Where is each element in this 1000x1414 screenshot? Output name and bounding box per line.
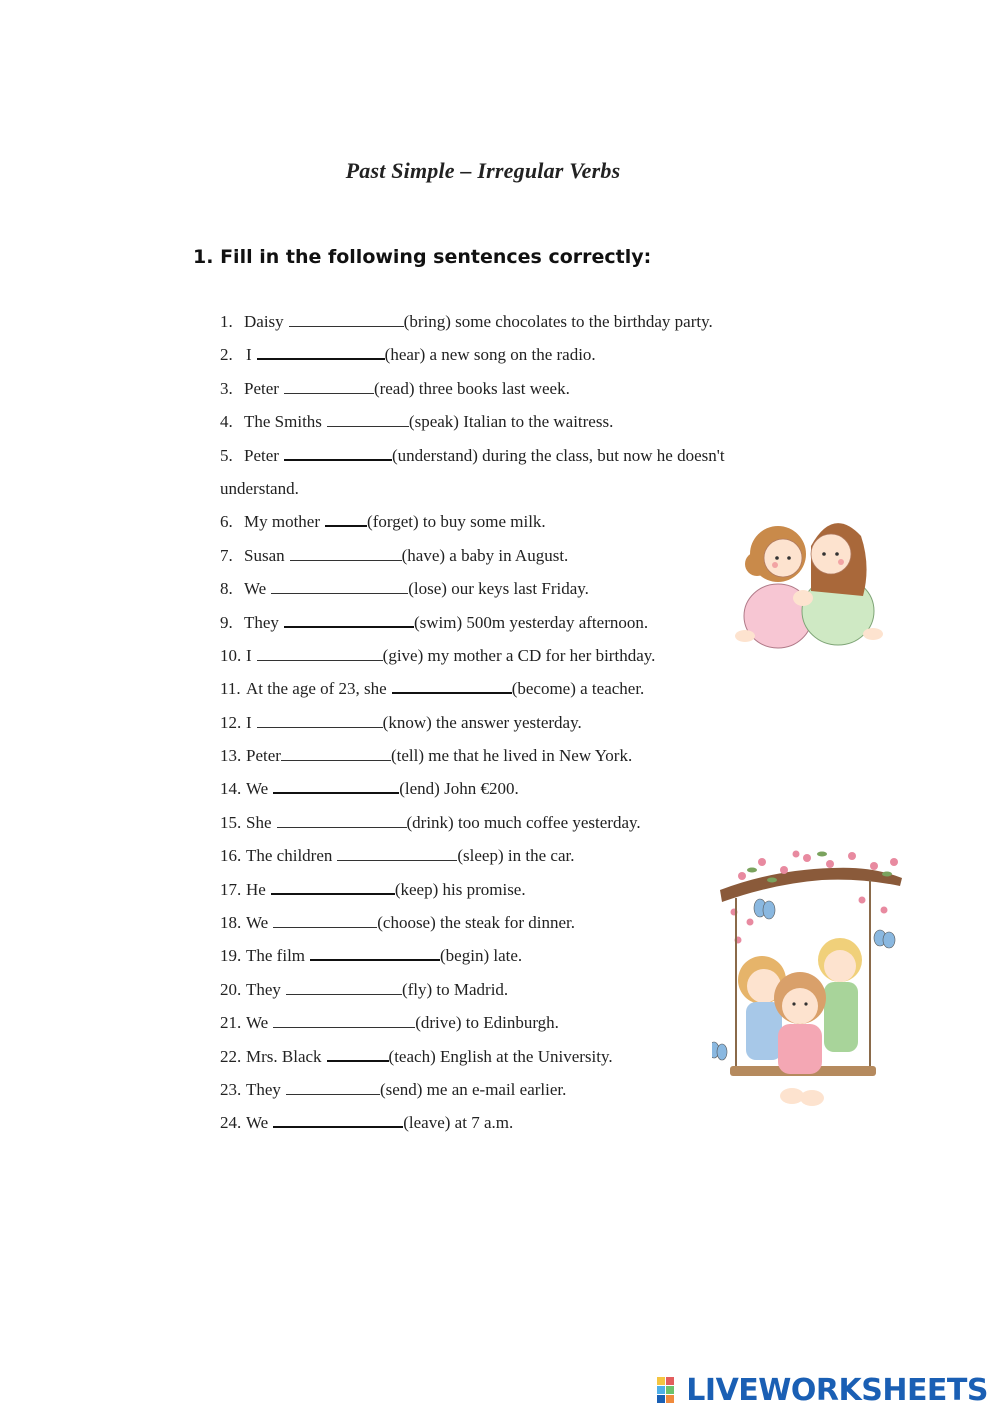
answer-blank[interactable] — [284, 612, 414, 628]
verb-hint: (leave) — [403, 1113, 451, 1133]
verb-hint: (drive) — [415, 1013, 462, 1033]
exercise-line — [220, 372, 820, 405]
sentence-rest: the answer yesterday. — [436, 712, 582, 732]
answer-blank[interactable] — [310, 945, 440, 961]
sentence-number: 9. — [220, 612, 233, 632]
exercise-line — [220, 806, 820, 839]
sentence-rest: too much coffee yesterday. — [457, 812, 641, 832]
answer-blank[interactable] — [286, 980, 402, 995]
logo-blocks-icon — [657, 1377, 683, 1403]
sentence-rest: me that he lived in New York. — [428, 746, 633, 766]
sentence-number: 17. — [220, 879, 242, 899]
sentence-number: 6. — [220, 512, 233, 532]
exercise-line — [220, 539, 820, 572]
verb-hint: (give) — [382, 645, 424, 665]
answer-blank[interactable] — [392, 678, 512, 694]
sentence-rest: me an e-mail earlier. — [426, 1079, 567, 1099]
sentence-number: 12. — [220, 712, 242, 732]
sentence-subject: They — [246, 1079, 281, 1099]
sentence-number: 11. — [220, 679, 241, 699]
answer-blank[interactable] — [271, 579, 408, 594]
sentence-rest: a teacher. — [580, 679, 645, 699]
verb-hint: (begin) — [440, 946, 490, 966]
sentence-number: 13. — [220, 746, 242, 766]
verb-hint: (drink) — [406, 812, 454, 832]
sentence-subject: Peter — [244, 378, 279, 398]
verb-hint: (teach) — [388, 1046, 436, 1066]
verb-hint: (understand) — [391, 445, 478, 465]
answer-blank[interactable] — [327, 1046, 389, 1062]
sentence-subject: Mrs. Black — [246, 1046, 322, 1066]
sentence-subject: We — [246, 913, 269, 933]
exercise-line — [220, 739, 820, 772]
sentence-number: 5. — [220, 445, 233, 465]
answer-blank[interactable] — [273, 778, 399, 794]
exercise-line — [220, 305, 820, 338]
sentence-subject: Susan — [244, 545, 285, 565]
sentence-rest: to Madrid. — [436, 979, 509, 999]
sentence-rest: a baby in August. — [449, 545, 569, 565]
verb-hint: (keep) — [394, 879, 439, 899]
sentence-rest: three books last week. — [418, 378, 570, 398]
verb-hint: (choose) — [377, 913, 436, 933]
exercise-line — [220, 505, 820, 538]
verb-hint: (swim) — [413, 612, 463, 632]
sentence-subject: I — [246, 345, 252, 365]
sentence-number: 1. — [220, 312, 233, 331]
sentence-rest: to buy some milk. — [422, 512, 546, 532]
exercise-line — [220, 472, 820, 505]
verb-hint: (forget) — [367, 512, 419, 532]
sentence-subject: We — [246, 1013, 269, 1033]
answer-blank[interactable] — [284, 379, 374, 394]
answer-blank[interactable] — [286, 1080, 380, 1095]
sentence-subject: My mother — [244, 512, 321, 532]
sentence-rest: his promise. — [442, 879, 526, 899]
sentence-rest: English at the University. — [439, 1046, 613, 1066]
answer-blank[interactable] — [257, 344, 385, 360]
sentence-rest: my mother a CD for her birthday. — [427, 645, 656, 665]
exercise-line — [220, 1106, 820, 1139]
sentence-number: 8. — [220, 579, 233, 599]
exercise-line — [220, 672, 820, 705]
answer-blank[interactable] — [290, 546, 402, 561]
answer-blank[interactable] — [277, 813, 407, 828]
sentence-number: 2. — [220, 345, 233, 365]
sentence-rest: 500m yesterday afternoon. — [466, 612, 649, 632]
sentence-rest: during the class, but now he doesn't — [482, 445, 725, 465]
sentence-rest: late. — [493, 946, 523, 966]
sentence-rest: to Edinburgh. — [465, 1013, 559, 1033]
logo-text: LIVEWORKSHEETS — [686, 1372, 988, 1408]
sentence-continuation: understand. — [220, 478, 299, 498]
sentence-subject: We — [246, 779, 269, 799]
exercise-line — [220, 606, 820, 639]
section-number: 1. — [193, 246, 214, 268]
sentence-subject: They — [246, 979, 281, 999]
exercise-line — [220, 706, 820, 739]
exercise-line — [220, 772, 820, 805]
sentence-number: 18. — [220, 913, 242, 933]
sentence-number: 7. — [220, 545, 233, 565]
exercise-line — [220, 639, 820, 672]
verb-hint: (speak) — [408, 412, 459, 432]
answer-blank[interactable] — [327, 412, 409, 427]
sentence-subject: He — [246, 879, 266, 899]
liveworksheets-logo[interactable] — [657, 1372, 988, 1408]
verb-hint: (send) — [379, 1079, 423, 1099]
sentence-rest: a new song on the radio. — [429, 345, 596, 365]
sentence-number: 24. — [220, 1113, 242, 1133]
sentence-rest: Italian to the waitress. — [463, 412, 614, 432]
worksheet-title: Past Simple – Irregular Verbs — [345, 158, 621, 183]
answer-blank[interactable] — [257, 713, 383, 728]
sentence-number: 3. — [220, 378, 233, 398]
sentence-number: 4. — [220, 412, 233, 432]
sentence-number: 15. — [220, 812, 242, 832]
sentence-number: 10. — [220, 645, 242, 665]
verb-hint: (hear) — [384, 345, 426, 365]
sentence-subject: The film — [246, 946, 306, 966]
exercise-line — [220, 405, 820, 438]
sentence-rest: some chocolates to the birthday party. — [455, 312, 713, 331]
verb-hint: (read) — [373, 378, 415, 398]
answer-blank[interactable] — [271, 879, 395, 895]
answer-blank[interactable] — [289, 312, 404, 327]
verb-hint: (sleep) — [457, 846, 504, 866]
sentence-number: 22. — [220, 1046, 242, 1066]
verb-hint: (lose) — [408, 579, 447, 599]
verb-hint: (become) — [511, 679, 576, 699]
sentence-subject: She — [246, 812, 272, 832]
answer-blank[interactable] — [325, 511, 367, 527]
sentence-subject: Peter — [244, 445, 279, 465]
section-instruction: Fill in the following sentences correctly: — [220, 246, 652, 268]
sentence-subject: They — [244, 612, 279, 632]
sentence-number: 23. — [220, 1079, 242, 1099]
sentence-subject: The Smiths — [244, 412, 322, 432]
answer-blank[interactable] — [273, 913, 377, 928]
sentence-number: 19. — [220, 946, 242, 966]
verb-hint: (bring) — [403, 312, 451, 331]
hugging-girls-illustration — [733, 506, 885, 656]
sentence-rest: at 7 a.m. — [454, 1113, 514, 1133]
sentence-number: 21. — [220, 1013, 242, 1033]
sentence-rest: our keys last Friday. — [451, 579, 589, 599]
sentence-subject: At the age of 23, she — [246, 679, 387, 699]
swing-children-illustration — [712, 840, 908, 1110]
sentence-rest: in the car. — [507, 846, 575, 866]
sentence-rest: John €200. — [444, 779, 519, 799]
section-heading — [193, 246, 651, 268]
sentence-number: 16. — [220, 846, 242, 866]
sentence-subject: We — [246, 1113, 269, 1133]
verb-hint: (lend) — [399, 779, 440, 799]
answer-blank[interactable] — [337, 846, 457, 861]
sentence-rest: the steak for dinner. — [440, 913, 576, 933]
sentence-subject: The children — [246, 846, 333, 866]
answer-blank[interactable] — [257, 646, 383, 661]
sentence-number: 14. — [220, 779, 242, 799]
answer-blank[interactable] — [281, 746, 391, 761]
exercise-line — [220, 572, 820, 605]
verb-hint: (know) — [382, 712, 432, 732]
answer-blank[interactable] — [273, 1112, 403, 1128]
verb-hint: (tell) — [390, 746, 424, 766]
exercise-line — [220, 439, 820, 472]
sentence-subject: We — [244, 579, 267, 599]
sentence-subject: Daisy — [244, 312, 284, 331]
exercise-line — [220, 338, 820, 371]
sentence-number: 20. — [220, 979, 242, 999]
answer-blank[interactable] — [273, 1013, 415, 1028]
sentence-subject: I — [246, 712, 252, 732]
verb-hint: (fly) — [401, 979, 433, 999]
verb-hint: (have) — [401, 545, 446, 565]
sentence-subject: I — [246, 645, 252, 665]
answer-blank[interactable] — [284, 445, 392, 461]
sentence-subject: Peter — [246, 746, 281, 766]
